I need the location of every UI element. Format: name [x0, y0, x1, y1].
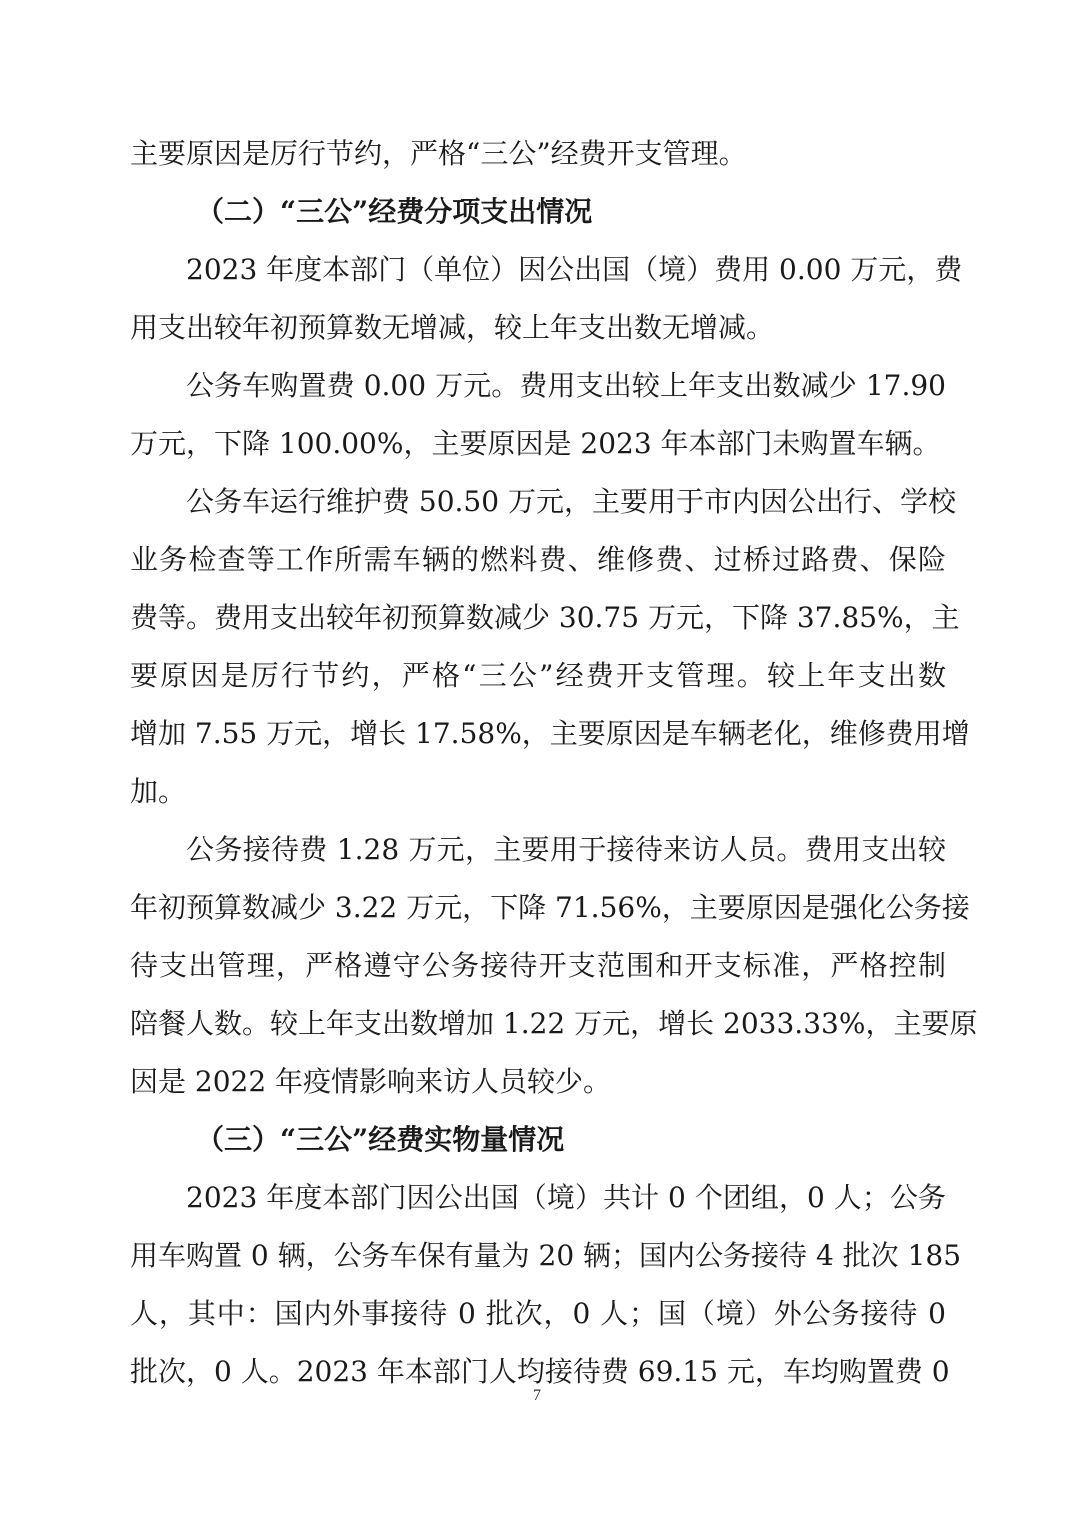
section-heading: （二）“三公”经费分项支出情况 — [196, 195, 593, 228]
paragraph-line: 主要原因是厉行节约，严格“三公”经费开支管理。 — [130, 137, 747, 170]
paragraph-line: 增加 7.55 万元，增长 17.58%，主要原因是车辆老化，维修费用增 — [130, 717, 970, 750]
section-heading: （三）“三公”经费实物量情况 — [196, 1123, 565, 1156]
paragraph-line: 因是 2022 年疫情影响来访人员较少。 — [130, 1065, 612, 1098]
paragraph-line: 年初预算数减少 3.22 万元，下降 71.56%，主要原因是强化公务接 — [130, 891, 970, 924]
paragraph-line: 人，其中：国内外事接待 0 批次，0 人；国（境）外公务接待 0 — [130, 1297, 946, 1330]
page-number: 7 — [533, 1387, 541, 1404]
paragraph-line: 业务检查等工作所需车辆的燃料费、维修费、过桥过路费、保险 — [130, 543, 946, 576]
paragraph-line: 公务接待费 1.28 万元，主要用于接待来访人员。费用支出较 — [186, 833, 946, 866]
paragraph-line: 要原因是厉行节约，严格“三公”经费开支管理。较上年支出数 — [130, 659, 946, 692]
paragraph-line: 公务车运行维护费 50.50 万元，主要用于市内因公出行、学校 — [186, 485, 956, 518]
paragraph-line: 2023 年度本部门因公出国（境）共计 0 个团组，0 人；公务 — [186, 1181, 946, 1214]
paragraph-line: 万元，下降 100.00%，主要原因是 2023 年本部门未购置车辆。 — [130, 427, 941, 460]
paragraph-line: 待支出管理，严格遵守公务接待开支范围和开支标准，严格控制 — [130, 949, 946, 982]
paragraph-line: 陪餐人数。较上年支出数增加 1.22 万元，增长 2033.33%，主要原 — [130, 1007, 978, 1040]
paragraph-line: 用支出较年初预算数无增减，较上年支出数无增减。 — [130, 311, 775, 344]
paragraph-line: 2023 年度本部门（单位）因公出国（境）费用 0.00 万元，费 — [186, 253, 963, 286]
paragraph-line: 公务车购置费 0.00 万元。费用支出较上年支出数减少 17.90 — [186, 369, 946, 402]
paragraph-line: 加。 — [130, 775, 187, 808]
paragraph-line: 用车购置 0 辆，公务车保有量为 20 辆；国内公务接待 4 批次 185 — [130, 1239, 962, 1272]
paragraph-line: 费等。费用支出较年初预算数减少 30.75 万元，下降 37.85%，主 — [130, 601, 960, 634]
paragraph-line: 批次，0 人。2023 年本部门人均接待费 69.15 元，车均购置费 0 — [130, 1355, 950, 1388]
